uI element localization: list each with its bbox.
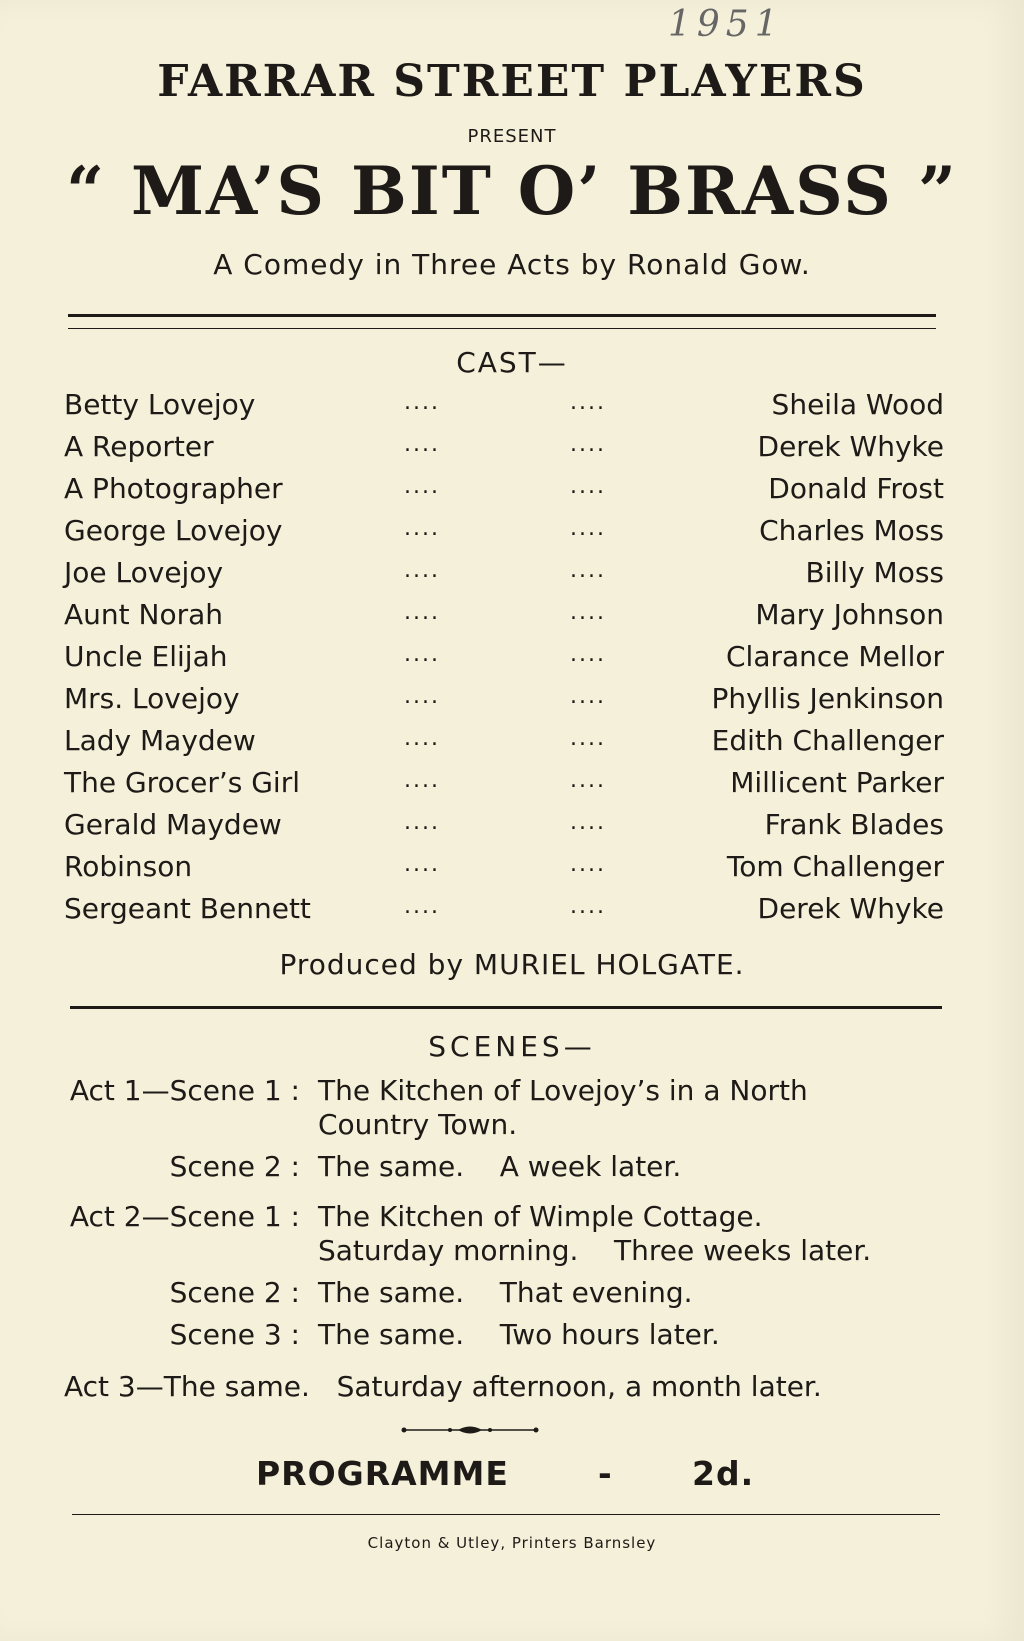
divider-middle [70, 1006, 942, 1009]
leader-dots: .... [570, 768, 606, 793]
actor-name: Donald Frost [768, 472, 944, 505]
leader-dots: .... [570, 516, 606, 541]
scene-label: Act 1—Scene 1 : [69, 1074, 300, 1107]
leader-dots: .... [404, 852, 440, 877]
scene-description: The Kitchen of Wimple Cottage. [318, 1200, 763, 1233]
role-name: Mrs. Lovejoy [64, 682, 240, 715]
leader-dots: .... [570, 432, 606, 457]
leader-dots: .... [570, 726, 606, 751]
actor-name: Charles Moss [759, 514, 944, 547]
programme-dash: - [598, 1454, 613, 1493]
ornament-divider [400, 1422, 540, 1438]
cast-row [64, 850, 944, 890]
play-title: “ MA’S BIT O’ BRASS ” [66, 152, 958, 230]
scene-description: Country Town. [318, 1108, 518, 1141]
scenes-heading: SCENES— [428, 1030, 596, 1063]
leader-dots: .... [404, 894, 440, 919]
leader-dots: .... [404, 810, 440, 835]
divider-bottom [72, 1514, 940, 1515]
scene-description: The same. A week later. [318, 1150, 682, 1183]
present-label: PRESENT [467, 126, 557, 147]
leader-dots: .... [404, 600, 440, 625]
act3-row: Act 3—The same. Saturday afternoon, a month later. [64, 1370, 822, 1403]
cast-row [64, 388, 944, 428]
role-name: George Lovejoy [64, 514, 283, 547]
leader-dots: .... [570, 684, 606, 709]
leader-dots: .... [570, 390, 606, 415]
actor-name: Clarance Mellor [725, 640, 944, 673]
cast-row [64, 682, 944, 722]
printer-credit: Clayton & Utley, Printers Barnsley [367, 1534, 657, 1552]
leader-dots: .... [404, 768, 440, 793]
handwritten-year: 1951 [668, 4, 784, 45]
actor-name: Edith Challenger [711, 724, 944, 757]
actor-name: Tom Challenger [726, 850, 944, 883]
leader-dots: .... [404, 516, 440, 541]
leader-dots: .... [570, 642, 606, 667]
leader-dots: .... [570, 810, 606, 835]
scene-description: Saturday morning. Three weeks later. [318, 1234, 872, 1267]
role-name: Joe Lovejoy [64, 556, 224, 589]
scene-label: Act 2—Scene 1 : [69, 1200, 300, 1233]
leader-dots: .... [404, 642, 440, 667]
role-name: Uncle Elijah [64, 640, 228, 673]
cast-row [64, 598, 944, 638]
leader-dots: .... [404, 390, 440, 415]
divider-top-thick [68, 314, 936, 317]
cast-row [64, 892, 944, 932]
cast-row [64, 766, 944, 806]
cast-row [64, 808, 944, 848]
actor-name: Mary Johnson [755, 598, 944, 631]
cast-row [64, 514, 944, 554]
producer-credit: Produced by MURIEL HOLGATE. [279, 948, 745, 981]
actor-name: Frank Blades [764, 808, 944, 841]
leader-dots: .... [404, 558, 440, 583]
leader-dots: .... [404, 684, 440, 709]
role-name: A Photographer [64, 472, 283, 505]
scene-label: Scene 2 : [169, 1276, 300, 1309]
scene-description: The same. Two hours later. [318, 1318, 720, 1351]
actor-name: Derek Whyke [757, 892, 944, 925]
programme-label: PROGRAMME [256, 1454, 509, 1493]
leader-dots: .... [570, 852, 606, 877]
cast-row [64, 472, 944, 512]
cast-row [64, 430, 944, 470]
actor-name: Billy Moss [805, 556, 944, 589]
leader-dots: .... [570, 894, 606, 919]
role-name: A Reporter [64, 430, 214, 463]
leader-dots: .... [404, 474, 440, 499]
leader-dots: .... [570, 474, 606, 499]
company-name: FARRAR STREET PLAYERS [157, 56, 867, 107]
role-name: Aunt Norah [64, 598, 224, 631]
scene-label: Scene 2 : [169, 1150, 300, 1183]
divider-top-thin [68, 328, 936, 329]
actor-name: Phyllis Jenkinson [711, 682, 944, 715]
role-name: Lady Maydew [64, 724, 256, 757]
role-name: Robinson [64, 850, 193, 883]
role-name: The Grocer’s Girl [64, 766, 300, 799]
programme-price: 2d. [692, 1454, 755, 1493]
cast-heading: CAST— [456, 346, 568, 379]
play-subtitle: A Comedy in Three Acts by Ronald Gow. [213, 248, 811, 281]
scene-label: Scene 3 : [169, 1318, 300, 1351]
leader-dots: .... [570, 558, 606, 583]
cast-row [64, 556, 944, 596]
leader-dots: .... [404, 432, 440, 457]
role-name: Betty Lovejoy [64, 388, 256, 421]
scene-description: The Kitchen of Lovejoy’s in a North [318, 1074, 808, 1107]
role-name: Sergeant Bennett [64, 892, 311, 925]
actor-name: Millicent Parker [730, 766, 944, 799]
actor-name: Sheila Wood [771, 388, 944, 421]
cast-row [64, 640, 944, 680]
leader-dots: .... [570, 600, 606, 625]
actor-name: Derek Whyke [757, 430, 944, 463]
scene-description: The same. That evening. [318, 1276, 693, 1309]
role-name: Gerald Maydew [64, 808, 282, 841]
cast-row [64, 724, 944, 764]
leader-dots: .... [404, 726, 440, 751]
